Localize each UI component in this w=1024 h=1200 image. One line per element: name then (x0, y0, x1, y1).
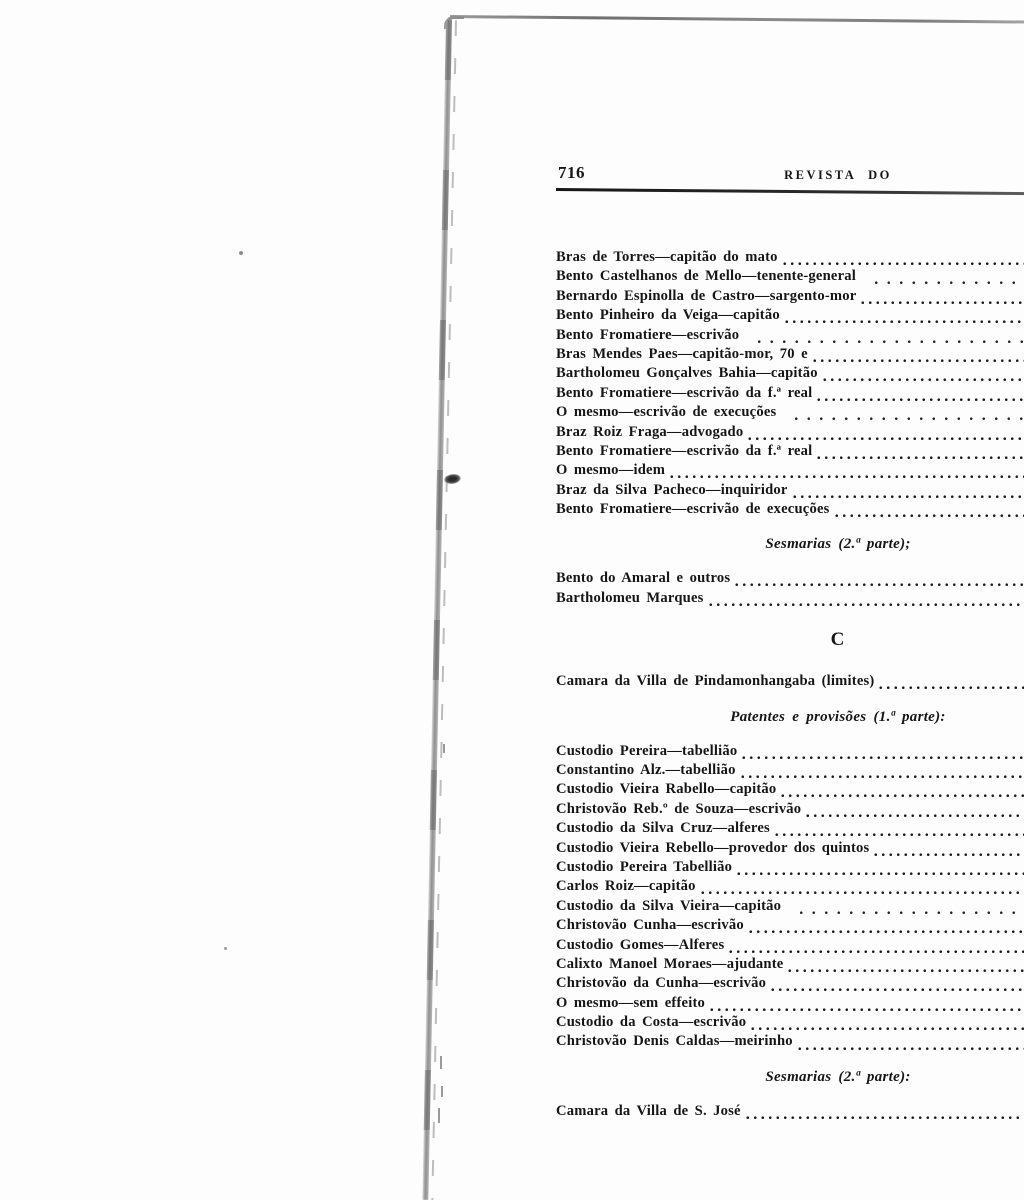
entry-text: Custodio da Silva Cruz—alferes (556, 820, 770, 837)
entry-text: Calixto Manoel Moraes—ajudante (556, 955, 784, 972)
index-entry (556, 442, 1024, 461)
index-entry (556, 569, 1024, 588)
entry-text: Bartholomeu Gonçalves Bahia—capitão (556, 365, 818, 382)
dot-leader (783, 306, 1024, 325)
dot-leader (735, 858, 1024, 877)
dot-leader (769, 974, 1024, 993)
index-entry (556, 955, 1024, 974)
index-list (556, 248, 1024, 1121)
dot-leader (815, 384, 1024, 403)
entry-text: O mesmo—sem effeito (556, 994, 706, 1011)
entry-text: Custodio da Costa—escrivão (556, 1014, 747, 1031)
index-entry (556, 481, 1024, 500)
index-entry (556, 589, 1024, 608)
letter-heading: C (830, 629, 846, 651)
entry-text: Carlos Roiz—capitão (556, 878, 696, 895)
dot-leader (779, 780, 1024, 799)
index-entry (556, 916, 1024, 935)
index-entry (556, 1033, 1024, 1052)
section-heading: Patentes e provisões (1.ª parte): (730, 708, 946, 725)
index-entry (556, 936, 1024, 955)
index-entry (556, 326, 1024, 345)
entry-text: Bento Fromatiere—escrivão (556, 326, 740, 343)
dot-leader (739, 761, 1024, 780)
entry-text: Custodio Vieira Rebello—provedor dos quintos (556, 839, 870, 856)
entry-text: Custodio Pereira Tabellião (556, 858, 733, 875)
dot-leader (699, 877, 1024, 896)
scan-artifact-tick (438, 1108, 440, 1123)
index-entry (556, 761, 1024, 780)
entry-text: Christovão Denis Caldas—meirinho (556, 1033, 793, 1050)
entry-text: O mesmo—idem (556, 462, 666, 479)
index-entry (556, 403, 1024, 422)
index-entry (556, 500, 1024, 519)
index-entry (556, 345, 1024, 364)
running-title: REVISTA DO (784, 168, 892, 182)
dot-leader (870, 267, 1024, 286)
index-entry (556, 877, 1024, 896)
dot-leader (796, 1033, 1024, 1052)
index-entry (556, 819, 1024, 838)
page-column (556, 163, 1024, 1121)
index-entry (556, 897, 1024, 916)
index-entry (556, 974, 1024, 993)
entry-text: Bento Castelhanos de Mello—tenente-general (556, 268, 857, 285)
entry-text: Custodio Vieira Rabello—capitão (556, 781, 777, 798)
dot-leader (668, 461, 1024, 480)
dot-leader (727, 936, 1024, 955)
entry-text: Bernardo Espinolla de Castro—sargento-mor (556, 287, 857, 304)
index-entry (556, 994, 1024, 1013)
dot-leader (859, 287, 1024, 306)
scan-artifact-tick (440, 1056, 442, 1069)
page-edge-vertical (422, 20, 460, 1200)
dot-leader (733, 569, 1024, 588)
index-entry (556, 461, 1024, 480)
dot-leader (707, 589, 1024, 608)
entry-text: Christovão Reb.º de Souza—escrivão (556, 800, 802, 817)
index-entry (556, 364, 1024, 383)
running-head (556, 163, 1024, 183)
scan-speck (239, 251, 243, 255)
dot-leader (833, 500, 1024, 519)
dot-leader (795, 897, 1024, 916)
entry-text: Camara da Villa de Pindamonhangaba (limites) (556, 673, 875, 690)
entry-text: Bento Fromatiere—escrivão da f.ª real (556, 384, 813, 401)
header-rule (556, 188, 1024, 196)
entry-text: Custodio Pereira—tabellião (556, 742, 738, 759)
index-entry (556, 800, 1024, 819)
page-edge-line (422, 20, 452, 1200)
dot-leader (744, 1102, 1024, 1121)
dot-leader (786, 955, 1024, 974)
dot-leader (877, 672, 1024, 691)
dot-leader (872, 839, 1024, 858)
dot-leader (791, 481, 1024, 500)
entry-text: Christovão Cunha—escrivão (556, 917, 744, 934)
scan-speck (224, 947, 227, 950)
page-edge-top (450, 15, 1024, 24)
index-entry (556, 839, 1024, 858)
dot-leader (821, 364, 1024, 383)
index-entry (556, 1013, 1024, 1032)
index-entry (556, 672, 1024, 691)
dot-leader (746, 423, 1024, 442)
dot-leader (804, 800, 1024, 819)
dot-leader (740, 742, 1024, 761)
entry-text: Bento Fromatiere—escrivão de execuções (556, 501, 830, 518)
dot-leader (781, 248, 1024, 267)
scan-artifact-tick (443, 744, 445, 753)
section-heading: Sesmarias (2.ª parte); (765, 536, 911, 553)
entry-text: Camara da Villa de S. José (556, 1102, 741, 1119)
dot-leader (708, 994, 1024, 1013)
index-entry (556, 248, 1024, 267)
index-entry (556, 858, 1024, 877)
index-entry (556, 742, 1024, 761)
dot-leader (749, 1013, 1024, 1032)
index-entry (556, 780, 1024, 799)
entry-text: Bento Fromatiere—escrivão da f.ª real (556, 442, 813, 459)
index-entry (556, 1102, 1024, 1121)
entry-text: Bras de Torres—capitão do mato (556, 248, 778, 265)
index-entry (556, 384, 1024, 403)
dot-leader (811, 345, 1024, 364)
entry-text: Constantino Alz.—tabellião (556, 762, 736, 779)
entry-text: Custodio da Silva Vieira—capitão (556, 897, 782, 914)
entry-text: Braz da Silva Pacheco—inquiridor (556, 481, 788, 498)
index-entry (556, 267, 1024, 286)
dot-leader (790, 403, 1024, 422)
entry-text: Custodio Gomes—Alferes (556, 936, 725, 953)
entry-text: Bras Mendes Paes—capitão-mor, 70 e (556, 345, 808, 362)
scan-artifact-blob (443, 473, 461, 485)
entry-text: Christovão da Cunha—escrivão (556, 975, 767, 992)
section-heading: Sesmarias (2.ª parte): (765, 1068, 911, 1085)
dot-leader (747, 916, 1024, 935)
dot-leader (753, 326, 1024, 345)
entry-text: O mesmo—escrivão de execuções (556, 404, 777, 421)
dot-leader (815, 442, 1024, 461)
entry-text: Bartholomeu Marques (556, 589, 704, 606)
index-entry (556, 423, 1024, 442)
index-entry (556, 287, 1024, 306)
scan-artifact-tick (441, 1086, 443, 1097)
dot-leader (773, 819, 1024, 838)
entry-text: Braz Roiz Fraga—advogado (556, 423, 744, 440)
entry-text: Bento Pinheiro da Veiga—capitão (556, 307, 780, 324)
entry-text: Bento do Amaral e outros (556, 570, 731, 587)
page-number: 716 (558, 163, 585, 182)
index-entry (556, 306, 1024, 325)
